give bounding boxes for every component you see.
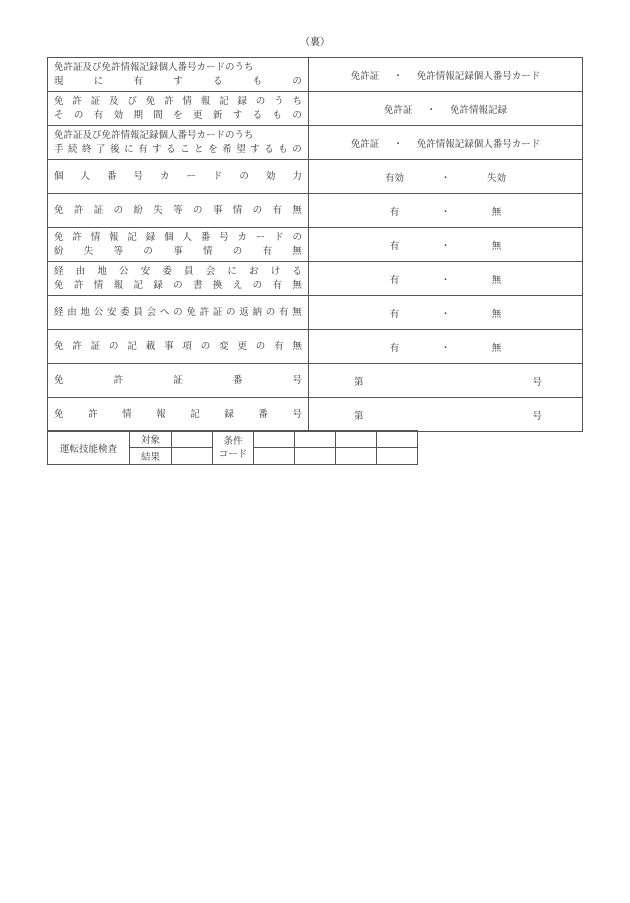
row-label	[48, 330, 309, 364]
choice-group	[309, 68, 582, 82]
label-text: の	[109, 340, 119, 352]
row-value[interactable]	[309, 330, 583, 364]
label-text: 記	[127, 231, 137, 243]
label-text: 有	[133, 75, 143, 87]
label-text: 免	[54, 374, 64, 386]
label-text: 免	[145, 95, 156, 107]
row-label	[48, 228, 309, 262]
label-text: 希	[222, 143, 232, 155]
form-row	[48, 126, 583, 160]
condition-code-field[interactable]	[377, 431, 418, 448]
label-text: ち	[292, 95, 302, 107]
label-text: お	[249, 265, 259, 277]
label-text: 望	[236, 143, 246, 155]
label-text: 公	[93, 306, 104, 318]
form-row	[48, 194, 583, 228]
choice-option[interactable]: 無	[491, 240, 502, 252]
label-text: 証	[212, 306, 223, 318]
label-text: の	[193, 204, 203, 216]
label-text: の	[173, 279, 183, 291]
result-value-field[interactable]	[172, 448, 213, 465]
choice-option[interactable]: 免許証	[350, 70, 380, 82]
label-text: 有	[278, 306, 289, 318]
label-text: 情	[232, 204, 243, 216]
number-field[interactable]	[309, 408, 582, 422]
label-text: 号	[219, 231, 229, 243]
form-row	[48, 296, 583, 330]
label-text: 会	[146, 306, 157, 318]
row-value[interactable]	[309, 364, 583, 398]
label-text: 間	[153, 109, 163, 121]
label-text: 許	[72, 95, 82, 107]
number-suffix: 号	[532, 410, 542, 422]
number-prefix: 第	[354, 410, 364, 422]
condition-code-field[interactable]	[254, 448, 295, 465]
row-value[interactable]	[309, 228, 583, 262]
label-text: 更	[193, 109, 203, 121]
label-text: 了	[96, 143, 106, 155]
form-row	[48, 58, 583, 92]
choice-option[interactable]: 有	[389, 274, 400, 286]
label-text: 効	[113, 109, 124, 121]
row-label-line	[54, 170, 302, 184]
row-label-line	[54, 143, 302, 157]
label-text: 安	[140, 265, 151, 277]
label-text: の	[255, 340, 266, 352]
label-text: 情	[90, 231, 101, 243]
label-text: 無	[292, 340, 302, 352]
condition-code-field[interactable]	[377, 448, 418, 465]
form-row	[48, 364, 583, 398]
choice-option[interactable]: 有	[389, 206, 400, 218]
label-text: 失	[153, 204, 163, 216]
label-text: 返	[239, 306, 249, 318]
label-text: の	[292, 109, 302, 121]
label-text: に	[124, 143, 134, 155]
row-value[interactable]	[309, 194, 583, 228]
row-label	[48, 262, 309, 296]
separator-dot: ・	[440, 342, 451, 354]
label-text: 番	[232, 374, 243, 386]
label-text: ド	[274, 231, 284, 243]
label-text: 現	[54, 75, 64, 87]
label-text: 許	[73, 204, 84, 216]
label-text: 有	[138, 143, 148, 155]
row-label-line	[54, 95, 302, 109]
condition-code-label	[213, 431, 254, 465]
label-text: を	[208, 143, 218, 155]
label-text: ー	[255, 231, 266, 243]
label-text: 続	[68, 143, 78, 155]
label-text: 報	[200, 95, 211, 107]
label-text: ド	[212, 170, 223, 182]
label-text: 番	[106, 170, 117, 182]
choice-group	[309, 136, 582, 150]
condition-code-label-line2: コード	[218, 448, 248, 460]
label-text: 失	[83, 245, 94, 257]
label-text: 員	[133, 306, 143, 318]
number-suffix: 号	[532, 376, 542, 388]
form-row	[48, 92, 583, 126]
row-label	[48, 194, 309, 228]
label-text: 有	[93, 109, 104, 121]
label-text: 人	[80, 170, 90, 182]
label-text: カ	[159, 170, 170, 182]
label-text: の	[239, 170, 249, 182]
condition-code-field[interactable]	[295, 448, 336, 465]
label-text: 記	[219, 95, 229, 107]
label-text: 終	[82, 143, 92, 155]
row-value[interactable]	[309, 398, 583, 432]
condition-code-label-line1: 条件	[223, 435, 243, 447]
label-text: 許	[88, 408, 98, 420]
label-text: 免許証及び免許情報記録個人番号カードのうち	[54, 61, 254, 73]
label-text: 録	[153, 279, 163, 291]
row-label	[48, 364, 309, 398]
label-text: 期	[133, 109, 143, 121]
label-text: 有	[274, 340, 284, 352]
label-text: 免	[54, 204, 64, 216]
condition-code-field[interactable]	[336, 448, 377, 465]
choice-option[interactable]: 免許証	[350, 138, 380, 150]
choice-option[interactable]: 無	[491, 274, 502, 286]
condition-code-field[interactable]	[254, 431, 295, 448]
label-text: 事	[212, 204, 223, 216]
label-text: 無	[292, 279, 302, 291]
label-text: に	[93, 75, 104, 87]
label-text: す	[173, 75, 183, 87]
label-text: 記	[190, 408, 200, 420]
label-text: も	[252, 75, 263, 87]
label-text: 報	[109, 231, 119, 243]
label-text: 情	[122, 408, 132, 420]
row-label-line	[54, 61, 302, 75]
row-label-line	[54, 340, 302, 354]
label-text: 委	[120, 306, 130, 318]
label-text: の	[265, 306, 276, 318]
label-text: 個	[164, 231, 174, 243]
label-text: 番	[258, 408, 268, 420]
label-text: 地	[80, 306, 90, 318]
label-text: 変	[219, 340, 229, 352]
label-text: の	[252, 204, 263, 216]
label-text: 手	[54, 143, 64, 155]
label-text: 証	[93, 204, 104, 216]
separator-dot: ・	[440, 172, 451, 184]
label-text: 有	[262, 245, 273, 257]
row-value[interactable]	[309, 296, 583, 330]
choice-option[interactable]: 有	[389, 342, 400, 354]
row-label	[48, 126, 309, 160]
label-text: 免	[54, 408, 64, 420]
separator-dot: ・	[440, 274, 451, 286]
choice-option[interactable]: 無	[491, 308, 502, 320]
label-text: 情	[182, 95, 192, 107]
form-row	[48, 330, 583, 364]
separator-dot: ・	[440, 206, 451, 218]
label-text: す	[152, 143, 162, 155]
label-text: 安	[106, 306, 117, 318]
label-text: へ	[159, 306, 170, 318]
row-label	[48, 160, 309, 194]
label-text: 紛	[54, 245, 64, 257]
label-text: 許	[113, 374, 124, 386]
choice-group	[309, 204, 582, 218]
label-text: 載	[145, 340, 156, 352]
form-row	[48, 160, 583, 194]
row-label-line	[54, 279, 302, 293]
row-label	[48, 92, 309, 126]
label-text: 地	[97, 265, 107, 277]
label-text: 更	[237, 340, 247, 352]
label-text: の	[255, 95, 266, 107]
row-value[interactable]	[309, 262, 583, 296]
target-value-field[interactable]	[172, 431, 213, 448]
condition-code-field[interactable]	[295, 431, 336, 448]
label-text: 免	[54, 340, 64, 352]
label-text: 情	[202, 245, 213, 257]
label-text: る	[212, 75, 223, 87]
label-text: え	[232, 279, 243, 291]
form-row	[48, 262, 583, 296]
label-text: 記	[133, 279, 143, 291]
choice-option[interactable]: 失効	[486, 172, 506, 184]
label-text: う	[274, 95, 284, 107]
label-text: 納	[252, 306, 263, 318]
label-text: そ	[54, 109, 64, 121]
condition-code-field[interactable]	[336, 431, 377, 448]
label-text: 書	[193, 279, 203, 291]
choice-group	[309, 272, 582, 286]
label-text: 免	[54, 95, 64, 107]
label-text: 等	[173, 204, 183, 216]
label-text: 許	[199, 306, 210, 318]
label-text: 録	[224, 408, 234, 420]
label-text: る	[292, 265, 302, 277]
label-text: 効	[265, 170, 276, 182]
row-label-line	[54, 306, 302, 320]
row-label-line	[54, 231, 302, 245]
label-text: 号	[292, 374, 302, 386]
row-label-line	[54, 374, 302, 388]
row-label-line	[54, 75, 302, 89]
label-text: び	[127, 95, 137, 107]
label-text: 無	[292, 204, 302, 216]
label-text: 換	[212, 279, 223, 291]
label-text: 経	[54, 265, 64, 277]
label-text: 会	[205, 265, 216, 277]
label-text: 公	[119, 265, 129, 277]
label-text: 人	[182, 231, 192, 243]
label-text: 証	[90, 340, 101, 352]
row-value[interactable]	[309, 160, 583, 194]
page-side-label: （裏）	[300, 37, 330, 48]
row-label	[48, 296, 309, 330]
label-text: の	[73, 109, 84, 121]
choice-option[interactable]: 免許情報記録個人番号カード	[416, 70, 541, 82]
choice-option[interactable]: 免許情報記録個人番号カード	[416, 138, 541, 150]
row-label	[48, 398, 309, 432]
label-text: 事	[173, 245, 183, 257]
label-text: 後	[110, 143, 120, 155]
choice-group	[309, 306, 582, 320]
label-text: の	[200, 340, 211, 352]
label-text: 有	[272, 204, 282, 216]
label-text: 証	[90, 95, 101, 107]
choice-option[interactable]: 免許証	[383, 104, 413, 116]
label-text: の	[232, 245, 243, 257]
separator-dot: ・	[393, 138, 403, 150]
row-label-line	[54, 109, 302, 123]
label-text: の	[113, 204, 124, 216]
choice-option[interactable]: 無	[491, 206, 502, 218]
label-text: の	[292, 75, 302, 87]
number-prefix: 第	[354, 376, 364, 388]
row-value[interactable]	[309, 92, 583, 126]
separator-dot: ・	[440, 308, 451, 320]
license-info-table	[47, 57, 583, 432]
label-text: の	[292, 231, 302, 243]
label-text: 許	[164, 95, 174, 107]
label-text: 許	[72, 231, 82, 243]
label-text: こ	[180, 143, 190, 155]
label-text: ー	[186, 170, 196, 182]
label-text: 免許証及び免許情報記録個人番号カードのうち	[54, 129, 254, 141]
driving-skill-test-table	[47, 430, 418, 465]
row-value[interactable]	[309, 58, 583, 92]
label-text: 無	[292, 245, 302, 257]
choice-option[interactable]: 免許情報記録	[450, 104, 508, 116]
label-text: 号	[292, 408, 302, 420]
label-text: 報	[113, 279, 124, 291]
form-row	[48, 398, 583, 432]
label-text: の	[143, 245, 153, 257]
label-text: に	[227, 265, 237, 277]
choice-option[interactable]: 無	[491, 342, 502, 354]
label-text: 許	[73, 279, 84, 291]
label-text: 番	[200, 231, 211, 243]
label-text: 力	[292, 170, 302, 182]
label-text: 有	[272, 279, 282, 291]
row-value[interactable]	[309, 126, 583, 160]
row-label-line	[54, 204, 302, 218]
label-text: を	[173, 109, 183, 121]
separator-dot: ・	[440, 240, 451, 252]
label-text: と	[194, 143, 204, 155]
label-text: 免	[54, 279, 64, 291]
label-text: も	[272, 109, 282, 121]
row-label-line	[54, 245, 302, 259]
driving-test-title: 運転技能検査	[48, 431, 130, 465]
label-text: 事	[164, 340, 174, 352]
label-text: 録	[237, 95, 247, 107]
row-label-line	[54, 408, 302, 422]
label-text: の	[292, 143, 302, 155]
label-text: 記	[127, 340, 137, 352]
label-text: の	[226, 306, 236, 318]
label-text: る	[264, 143, 274, 155]
label-text: す	[250, 143, 260, 155]
choice-group	[309, 170, 582, 184]
label-text: も	[278, 143, 288, 155]
label-text: 証	[173, 374, 183, 386]
target-label: 対象	[130, 431, 172, 448]
row-label-line	[54, 129, 302, 143]
choice-option[interactable]: 有	[389, 308, 400, 320]
label-text: の	[173, 306, 183, 318]
label-text: 新	[212, 109, 223, 121]
label-text: 由	[75, 265, 86, 277]
choice-option[interactable]: 有効	[384, 172, 404, 184]
result-label: 結果	[130, 448, 172, 465]
label-text: 免	[186, 306, 196, 318]
label-text: け	[270, 265, 281, 277]
choice-option[interactable]: 有	[389, 240, 400, 252]
label-text: 録	[145, 231, 156, 243]
label-text: 個	[54, 170, 64, 182]
label-text: す	[232, 109, 243, 121]
label-text: 報	[156, 408, 166, 420]
label-text: る	[252, 109, 263, 121]
choice-group	[309, 340, 582, 354]
label-text: 項	[182, 340, 192, 352]
label-text: 免	[54, 231, 64, 243]
label-text: 紛	[133, 204, 143, 216]
label-text: 許	[72, 340, 82, 352]
label-text: 無	[292, 306, 302, 318]
label-text: カ	[237, 231, 247, 243]
number-field[interactable]	[309, 374, 582, 388]
row-label-line	[54, 265, 302, 279]
label-text: る	[166, 143, 176, 155]
label-text: 員	[184, 265, 194, 277]
row-label	[48, 58, 309, 92]
choice-group	[309, 102, 582, 116]
separator-dot: ・	[426, 104, 436, 116]
separator-dot: ・	[393, 70, 403, 82]
label-text: 委	[162, 265, 172, 277]
label-text: の	[252, 279, 263, 291]
label-text: 情	[93, 279, 104, 291]
label-text: 由	[67, 306, 77, 318]
form-row	[48, 228, 583, 262]
choice-group	[309, 238, 582, 252]
label-text: 等	[113, 245, 124, 257]
label-text: 経	[54, 306, 64, 318]
label-text: 号	[133, 170, 143, 182]
label-text: 及	[109, 95, 119, 107]
